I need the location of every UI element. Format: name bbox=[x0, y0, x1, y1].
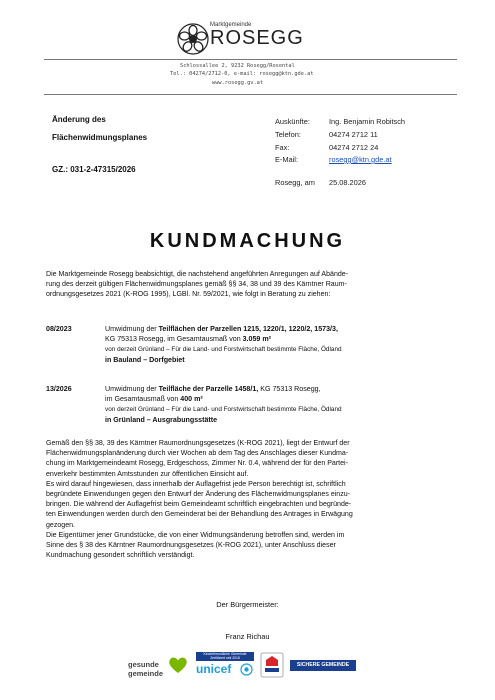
item-text: KG 75313 Rosegg, im Gesamtausmaß von bbox=[105, 335, 243, 344]
item-entry bbox=[105, 384, 455, 426]
kfg-certified: Zertifiziert seit 2018 bbox=[210, 656, 240, 661]
municipality-name: ROSEGG bbox=[210, 27, 304, 49]
body-line: Gemäß den §§ 38, 39 des Kärntner Raumordnungsgesetzes (K-ROG 2021), liegt der Entwurf der bbox=[46, 440, 350, 447]
auskunft-value: Ing. Benjamin Robitsch bbox=[329, 117, 405, 126]
body-line: ten Einwendungen werden durch den Gemeinderat bei der Behandlung des Antrages in Erwägung bbox=[46, 511, 353, 519]
website: www.rosegg.gv.at bbox=[212, 80, 264, 86]
body-line: begründete Einwendungen gegen den Entwurf der Änderung des Flächenwidmungsplanes einzu- bbox=[46, 491, 351, 499]
signature-name: Franz Richau bbox=[225, 632, 270, 641]
body-line: chung im Marktgemeindeamt Rosegg, Erdgeschoss, Zimmer Nr. 0.4, während der für den Partei- bbox=[46, 460, 348, 468]
reference-number: GZ.: 031-2-47315/2026 bbox=[52, 165, 136, 174]
item-number: 13/2026 bbox=[46, 385, 72, 393]
kfg-text: Kinderfreundliche Gemeinde bbox=[203, 652, 247, 656]
body-line: gezogen. bbox=[46, 521, 75, 529]
kinderfreundliche-unicef-logo bbox=[196, 652, 256, 678]
item-text: Umwidmung der bbox=[105, 385, 159, 393]
intro-line: Die Marktgemeinde Rosegg beabsichtigt, die nachstehend angeführten Anregungen auf Abände- bbox=[46, 271, 349, 278]
email-label: E-Mail: bbox=[275, 155, 298, 164]
sichere-text: SICHERE GEMEINDE bbox=[290, 660, 356, 671]
body-line: Kundmachung gesondert schriftlich verständigt. bbox=[46, 552, 195, 560]
intro-line: rung des derzeit gültigen Flächenwidmungsplanes gemäß §§ 34, 38 und 39 des Kärntner Raum- bbox=[46, 281, 347, 289]
intro-paragraph bbox=[46, 270, 451, 301]
badge-logo bbox=[260, 652, 284, 678]
heart-icon bbox=[168, 656, 188, 674]
coat-of-arms-logo bbox=[176, 22, 210, 56]
body-line: Die Eigentümer jener Grundstücke, die von einer Widmungsänderung betroffen sind, werden im bbox=[46, 531, 345, 539]
unicef-globe-icon bbox=[240, 663, 253, 676]
item-from: von derzeit Grünland – Für die Land- und Forstwirtschaft bestimmte Fläche, Ödland bbox=[105, 345, 342, 353]
document-heading: KUNDMACHUNG bbox=[149, 230, 346, 252]
item-from: von derzeit Grünland – Für die Land- und Forstwirtschaft bestimmte Fläche, Ödland bbox=[105, 405, 342, 413]
body-paragraphs bbox=[46, 439, 451, 561]
body-line: enverkehr bestimmten Amtsstunden zur öffentlichen Einsicht auf. bbox=[46, 470, 249, 478]
item-to: in Bauland – Dorfgebiet bbox=[105, 356, 185, 365]
fax-label: Fax: bbox=[275, 143, 290, 152]
gesunde-text: gesunde bbox=[128, 660, 159, 669]
subject-title-line1: Änderung des bbox=[52, 115, 106, 124]
item-text: KG 75313 Rosegg, bbox=[258, 385, 321, 393]
letterhead-divider bbox=[44, 59, 457, 60]
municipality-type: Marktgemeinde bbox=[210, 22, 252, 28]
contact-line: Tel.: 04274/2712-0, e-mail: rosegg@ktn.gde.at bbox=[170, 71, 314, 77]
sichere-gemeinde-logo bbox=[290, 652, 358, 678]
item-area: 3.059 m² bbox=[242, 335, 272, 344]
item-parcels: Teilfläche der Parzelle 1458/1, bbox=[158, 385, 259, 393]
date-value: 25.08.2026 bbox=[329, 178, 366, 187]
email-link[interactable]: rosegg@ktn.gde.at bbox=[329, 155, 392, 164]
gemeinde-text: gemeinde bbox=[128, 668, 164, 678]
item-entry bbox=[105, 324, 455, 366]
address-line: Schlossallee 2, 9232 Rosegg/Rosental bbox=[180, 63, 295, 69]
telefon-label: Telefon: bbox=[275, 130, 301, 139]
place-label: Rosegg, am bbox=[275, 178, 315, 187]
gesunde-gemeinde-logo bbox=[128, 652, 190, 678]
family-badge-icon bbox=[260, 652, 284, 678]
intro-line: ordnungsgesetzes 2021 (K-ROG 1995), LGBl. Nr. 59/2021, wie folgt in Beratung zu ziehen: bbox=[46, 291, 331, 299]
auskunft-label: Auskünfte: bbox=[275, 117, 310, 126]
unicef-text: unicef bbox=[196, 662, 232, 676]
letterhead-bottom-divider bbox=[44, 94, 457, 95]
body-line: bringen. Die während der Auflagefrist beim Gemeindeamt schriftlich eingebrachten und begründe- bbox=[46, 501, 352, 509]
telefon-value: 04274 2712 11 bbox=[329, 130, 378, 139]
item-number: 08/2023 bbox=[46, 325, 72, 333]
subject-title-line2: Flächenwidmungsplanes bbox=[52, 133, 148, 142]
item-parcels: Teilflächen der Parzellen 1215, 1220/1, 1220/2, 1573/3, bbox=[158, 325, 338, 333]
body-line: Es wird darauf hingewiesen, dass innerhalb der Auflagefrist jede Person berechtigt ist, schriftlich bbox=[46, 480, 346, 488]
item-text: im Gesamtausmaß von bbox=[105, 395, 181, 404]
fax-value: 04274 2712 24 bbox=[329, 143, 379, 152]
signature-role: Der Bürgermeister: bbox=[216, 600, 279, 609]
item-to: in Grünland – Ausgrabungsstätte bbox=[105, 416, 218, 425]
item-text: Umwidmung der bbox=[105, 325, 159, 333]
item-area: 400 m² bbox=[180, 395, 203, 404]
body-line: Sinne des § 38 des Kärntner Raumordnungsgesetzes (K-ROG 2021), unter Anschluss dieser bbox=[46, 542, 336, 550]
body-line: Flächenwidmungsplanänderung durch vier Wochen ab dem Tag des Anschlages dieser Kundma- bbox=[46, 450, 349, 458]
